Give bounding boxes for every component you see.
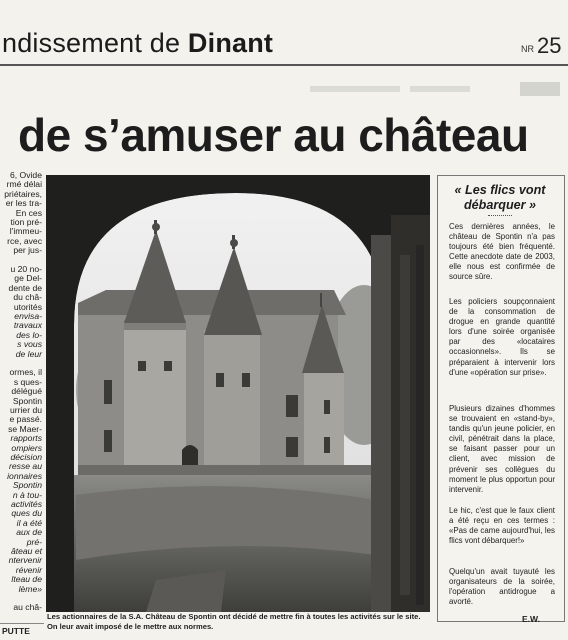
left-column-line: rapports [10, 433, 42, 444]
section-header [2, 28, 273, 59]
left-column-line: au châ- [13, 602, 42, 613]
left-column-line: lteau de [11, 574, 42, 585]
footer-fragment: PUTTE [2, 626, 30, 636]
bleed-through-shadow [310, 78, 568, 108]
page-prefix: NR [521, 44, 534, 54]
left-column-line: resse au [9, 461, 42, 472]
footer-rule [0, 623, 44, 624]
section-header-regular: ndissement de [2, 28, 188, 58]
page-number: 25 [537, 33, 562, 58]
left-column-line: rmé délai [6, 179, 42, 190]
left-column-line: de leur [15, 348, 42, 359]
left-column-line: ormes, il [9, 367, 42, 378]
left-column-line: Spontin [12, 395, 42, 406]
left-column-line: travaux [13, 320, 42, 331]
left-column-line: s vous [17, 339, 42, 350]
left-column-line: ques du [11, 508, 42, 519]
sidebar-paragraph: Quelqu'un avait tuyauté les organisateurs de la soirée, l'opération antidrogue a avorté. [449, 567, 555, 607]
sidebar-paragraph: Ces dernières années, le château de Spontin n'a pas toujours été bien fréquenté. Cette anecdote date de 2003, elle nous est confirmée de source sûre. [449, 222, 555, 282]
left-column-line: ntervenir [8, 555, 42, 566]
chateau-image [46, 175, 430, 612]
left-column-line: 6, Ovide [9, 170, 42, 180]
left-column-line: er les tra- [5, 198, 42, 209]
sidebar-title-divider [488, 215, 512, 216]
left-column-line: aux de [16, 527, 42, 538]
left-column-line: délégué [11, 386, 42, 397]
sidebar-paragraph: Plusieurs dizaines d'hommes se trouvaient en «stand-by», tandis qu'un jeune policier, en civil, pénétrait dans la place, se faisant passer pour un client, avec mission de prévenir ses collègues du moment le plus opportun pour intervenir. [449, 404, 555, 494]
sidebar-signature: E.W. [522, 614, 540, 624]
left-column-line: se Maer- [8, 423, 42, 434]
left-column-line: pré- [26, 536, 42, 547]
left-column-line: révenir [15, 564, 42, 575]
sidebar-title: « Les flics vont débarquer » [454, 183, 546, 212]
left-column-line: Spontin [12, 480, 42, 491]
left-column-line: per jus- [13, 245, 42, 256]
left-column-line: ge Del- [14, 273, 42, 284]
sidebar-paragraph: Le hic, c'est que le faux client a été reçu en ces termes : «Pas de came aujourd'hui, les flics vont débarquer!» [449, 506, 555, 546]
left-column-line: envisa- [14, 311, 42, 321]
left-column-line: e passé. [9, 414, 42, 425]
photo-caption: Les actionnaires de la S.A. Château de Spontin ont décidé de mettre fin à toutes les activités sur le site. On leur avait imposé de le mettre aux normes. [47, 612, 421, 631]
left-column-line: lème» [18, 583, 42, 594]
left-column-line: ompiers [11, 442, 42, 453]
left-column-line: l'immeu- [9, 226, 42, 237]
left-column-line: urrier du [10, 405, 42, 415]
left-column-line: ionnaires [7, 470, 42, 481]
left-column-line: priétaires, [4, 188, 42, 199]
left-column-line: u 20 no- [10, 264, 42, 274]
headline: de s’amuser au château [18, 109, 529, 161]
chateau-photo [46, 175, 430, 612]
left-column-line: décision [10, 452, 42, 462]
left-column-line: rce, avec [7, 235, 42, 246]
left-column-line: s ques- [13, 376, 42, 387]
left-column-line: dente de [8, 282, 42, 293]
left-column-line: il a été [16, 517, 42, 528]
sidebar-paragraph: Les policiers soupçonnaient de la consommation de drogue en grande quantité lors d'une soirée organisée par des «locataires occasionnels». Ils se préparaient à intervenir lors d'une «opération sur prise». [449, 297, 555, 377]
left-column-line: tion pré- [10, 217, 42, 227]
section-header-bold: Dinant [187, 28, 274, 58]
left-column-line: âteau et [10, 546, 42, 556]
left-column-line: utorités [13, 301, 42, 312]
left-column-line: des lo- [16, 329, 42, 340]
left-column-text [0, 170, 44, 615]
left-column-line: activités [10, 499, 42, 509]
left-column-line: n à tou- [12, 489, 42, 500]
left-column-line: du châ- [13, 292, 42, 303]
header-rule [0, 64, 568, 66]
left-column-line: En ces [15, 207, 42, 218]
